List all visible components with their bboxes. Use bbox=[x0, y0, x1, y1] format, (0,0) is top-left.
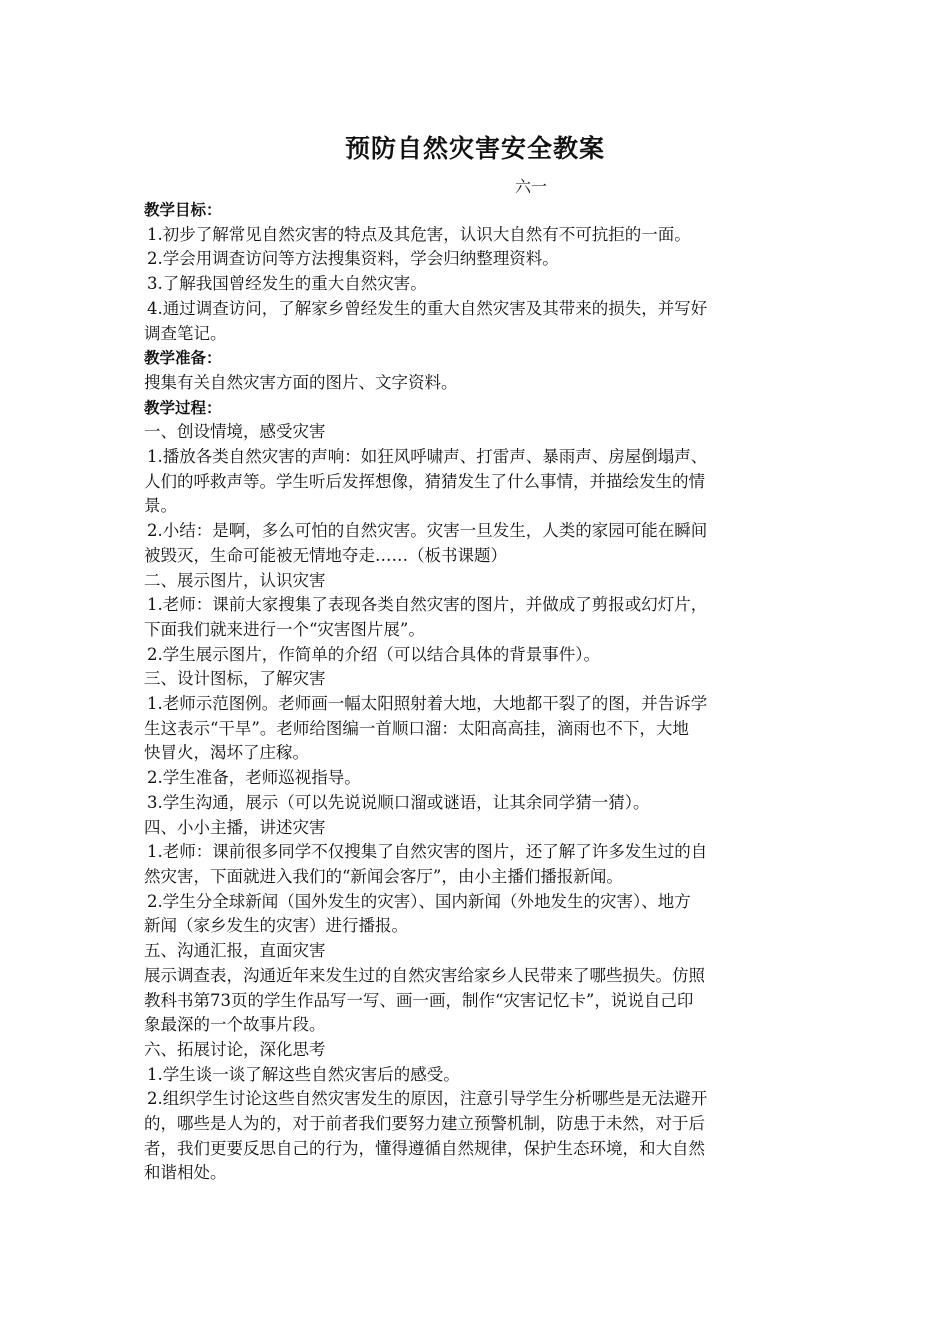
section-4-line: 然灾害，下面就进入我们的“新闻会客厅”，由小主播们播报新闻。 bbox=[144, 866, 623, 886]
section-3-line: 1.老师示范图例。老师画一幅太阳照射着大地，大地都干裂了的图，并告诉学 bbox=[147, 694, 708, 714]
prep-heading: 教学准备： bbox=[144, 349, 222, 368]
section-6-title: 六、拓展讨论，深化思考 bbox=[144, 1039, 326, 1059]
section-1-line: 1.播放各类自然灾害的声响：如狂风呼啸声、打雷声、暴雨声、房屋倒塌声、 bbox=[147, 447, 708, 467]
section-3-line: 2.学生准备，老师巡视指导。 bbox=[147, 768, 361, 788]
section-1-line: 2.小结：是啊，多么可怕的自然灾害。灾害一旦发生，人类的家园可能在瞬间 bbox=[147, 521, 708, 541]
section-5-line: 展示调查表，沟通近年来发生过的自然灾害给家乡人民带来了哪些损失。仿照 bbox=[144, 965, 705, 985]
section-1-title: 一、创设情境，感受灾害 bbox=[144, 422, 326, 442]
section-5-line: 教科书第73页的学生作品写一写、画一画，制作“灾害记忆卡”，说说自己印 bbox=[144, 990, 694, 1010]
section-3-line: 生这表示“干旱”。老师给图编一首顺口溜：太阳高高挂，滴雨也不下，大地 bbox=[144, 718, 689, 738]
section-6-line: 和谐相处。 bbox=[144, 1163, 227, 1183]
goals-heading: 教学目标： bbox=[144, 201, 222, 219]
section-3-line: 3.学生沟通，展示（可以先说说顺口溜或谜语，让其余同学猜一猜）。 bbox=[147, 792, 650, 812]
section-1-line: 人们的呼救声等。学生听后发挥想像，猜猜发生了什么事情，并描绘发生的情 bbox=[144, 471, 705, 491]
section-2-line: 下面我们就来进行一个“灾害图片展”。 bbox=[144, 619, 425, 639]
process-heading: 教学过程： bbox=[144, 398, 222, 417]
section-2-line: 1.老师：课前大家搜集了表现各类自然灾害的图片，并做成了剪报或幻灯片， bbox=[147, 595, 708, 615]
section-4-line: 2.学生分全球新闻（国外发生的灾害）、国内新闻（外地发生的灾害）、地方 bbox=[147, 891, 691, 911]
section-4-line: 新闻（家乡发生的灾害）进行播报。 bbox=[144, 916, 408, 936]
section-6-line: 的，哪些是人为的，对于前者我们要努力建立预警机制，防患于未然，对于后 bbox=[144, 1114, 705, 1134]
document-body bbox=[144, 198, 804, 1186]
section-3-line: 快冒火，渴坏了庄稼。 bbox=[144, 743, 309, 763]
section-4-line: 1.老师：课前很多同学不仅搜集了自然灾害的图片，还了解了许多发生过的自 bbox=[147, 842, 708, 862]
section-1-line: 被毁灭，生命可能被无情地夺走……（板书课题） bbox=[144, 545, 507, 565]
section-6-line: 1.学生谈一谈了解这些自然灾害后的感受。 bbox=[147, 1064, 460, 1084]
document-title: 预防自然灾害安全教案 bbox=[344, 134, 605, 163]
section-6-line: 者，我们更要反思自己的行为，懂得遵循自然规律，保护生态环境，和大自然 bbox=[144, 1138, 705, 1158]
goal-item: 1.初步了解常见自然灾害的特点及其危害，认识大自然有不可抗拒的一面。 bbox=[147, 224, 691, 244]
section-5-line: 象最深的一个故事片段。 bbox=[144, 1015, 326, 1035]
section-4-title: 四、小小主播，讲述灾害 bbox=[144, 817, 326, 837]
goal-item: 2.学会用调查访问等方法搜集资料，学会归纳整理资料。 bbox=[147, 249, 559, 269]
goal-item: 3.了解我国曾经发生的重大自然灾害。 bbox=[147, 274, 427, 294]
goal-item-continued: 调查笔记。 bbox=[144, 323, 227, 343]
section-2-title: 二、展示图片，认识灾害 bbox=[144, 570, 326, 590]
prep-text: 搜集有关自然灾害方面的图片、文字资料。 bbox=[144, 372, 458, 392]
section-3-title: 三、设计图标，了解灾害 bbox=[144, 669, 326, 689]
document-author: 六一 bbox=[515, 177, 548, 196]
section-2-line: 2.学生展示图片，作简单的介绍（可以结合具体的背景事件）。 bbox=[147, 644, 600, 664]
section-5-title: 五、沟通汇报，直面灾害 bbox=[144, 941, 326, 961]
section-6-line: 2.组织学生讨论这些自然灾害发生的原因，注意引导学生分析哪些是无法避开 bbox=[147, 1089, 708, 1109]
goal-item: 4.通过调查访问，了解家乡曾经发生的重大自然灾害及其带来的损失，并写好 bbox=[147, 298, 708, 318]
section-1-line: 景。 bbox=[144, 496, 177, 516]
